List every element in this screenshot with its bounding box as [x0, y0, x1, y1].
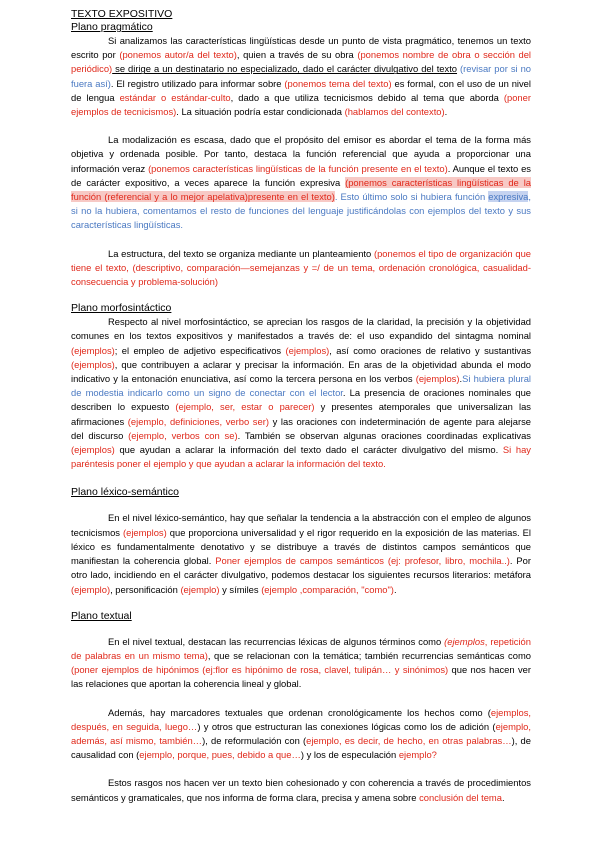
pragmatico-paragraph-3: La estructura, del texto se organiza mediante un planteamiento (ponemos el tipo de organización que tiene el texto, (descriptivo, comparación—semejanzas y =/ de un tema, ordenación cronológica, casualidad-consecuencia y problema-solución): [71, 247, 531, 288]
textual-paragraph-1: En el nivel textual, destacan las recurrencias léxicas de algunos términos como (ejemplos, repetición de palabras en un mismo tema), que se relacionan con la temática; también recurrencias semánticas como (poner ejemplos de hipónimos (ej:flor es hipónimo de rosa, clavel, tulipán… y sinónimos) que nos hacen ver las relaciones que aportan la coherencia lineal y global.: [71, 635, 531, 690]
section-heading-textual: Plano textual: [71, 609, 132, 622]
pragmatico-paragraph-1: Si analizamos las características lingüísticas desde un punto de vista pragmático, tenemos un texto escrito por (ponemos autor/a del texto), quien a través de su obra (ponemos nombre de obra o sección del periódico) se dirige a un destinatario no especializado, dado el carácter divulgativo del texto (revisar por si no fuera así). El registro utilizado para informar sobre (ponemos tema del texto) es formal, con el uso de un nivel de lengua estándar o estándar-culto, dado a que utiliza tecnicismos debido al tema que aborda (poner ejemplos de tecnicismos). La situación podría estar condicionada (hablamos del contexto).: [71, 35, 532, 118]
section-heading-morfosintactico: Plano morfosintáctico: [71, 302, 172, 315]
lexico-semantico-paragraph: En el nivel léxico-semántico, hay que señalar la tendencia a la abstracción con el empleo de algunos tecnicismos (ejemplos) que proporciona universalidad y el rigor requerido en la exposición de las materias. El léxico es fundamentalmente denotativo y se distribuye a través de distintos campos semánticos que manifiestan la coherencia global. Poner ejemplos de campos semánticos (ej: profesor, libro, mochila..). Por otro lado, incidiendo en el carácter divulgativo, podemos destacar los siguientes recursos literarios: metáfora (ejemplo), personificación (ejemplo) y símiles (ejemplo ,comparación, "como").: [71, 512, 531, 595]
document-title: TEXTO EXPOSITIVO: [71, 8, 173, 20]
document-page: [71, 8, 531, 805]
section-heading-pragmatico: Plano pragmático: [71, 21, 153, 33]
morfosintactico-paragraph: Respecto al nivel morfosintáctico, se aprecian los rasgos de la claridad, la precisión y la objetividad comunes en los textos expositivos y manifestados a través de: el uso expandido del sintagma nominal (ejemplos); el empleo de adjetivo especificativos (ejemplos), así como oraciones de relativo y sustantivas (ejemplos), que contribuyen a aclarar y precisar la información. En aras de la objetividad abunda el modo indicativo y la entonación enunciativa, así como la tercera persona en los verbos (ejemplos).Si hubiera plural de modestia indicarlo como un signo de conectar con el lector. La presencia de oraciones nominales que describen lo expuesto (ejemplo, ser, estar o parecer) y presentes atemporales que universalizan las afirmaciones (ejemplo, definiciones, verbo ser) y las oraciones con indeterminación de agente para alejarse del discurso (ejemplo, verbos con se). También se observan algunas oraciones coordinadas explicativas (ejemplos) que ayudan a aclarar la información del texto dado el carácter divulgativo del mismo. Si hay paréntesis poner el ejemplo y que ayudan a aclarar la información del texto.: [71, 316, 532, 470]
pragmatico-paragraph-2: La modalización es escasa, dado que el propósito del emisor es abordar el tema de la forma más objetiva y ordenada posible. Por tanto, destaca la función referencial que ayuda a proporcionar una información veraz (ponemos características lingüísticas de la función presente en el texto). Aunque el texto es de carácter expositivo, a veces aparece la función expresiva (ponemos características lingüísticas de la función (referencial y a lo mejor apelativa)presente en el texto). Esto último solo si hubiera función expresiva, si no la hubiera, comentamos el resto de funciones del lenguaje justificándolas con ejemplos del texto y sus características lingüísticas.: [71, 134, 531, 231]
textual-paragraph-2: Además, hay marcadores textuales que ordenan cronológicamente los hechos como (ejemplos, después, en seguida, luego…) y otros que estructuran las conexiones lógicas como los de adición (ejemplo, además, así mismo, también…), de reformulación con (ejemplo, es decir, de hecho, en otras palabras…), de causalidad con (ejemplo, porque, pues, debido a que…) y los de especulación ejemplo?: [71, 706, 531, 761]
section-heading-lexico-semantico: Plano léxico-semántico: [71, 486, 179, 499]
textual-paragraph-3: Estos rasgos nos hacen ver un texto bien cohesionado y con coherencia a través de procedimientos semánticos y gramaticales, que nos informa de forma clara, precisa y amena sobre conclusión del tema.: [71, 777, 531, 803]
